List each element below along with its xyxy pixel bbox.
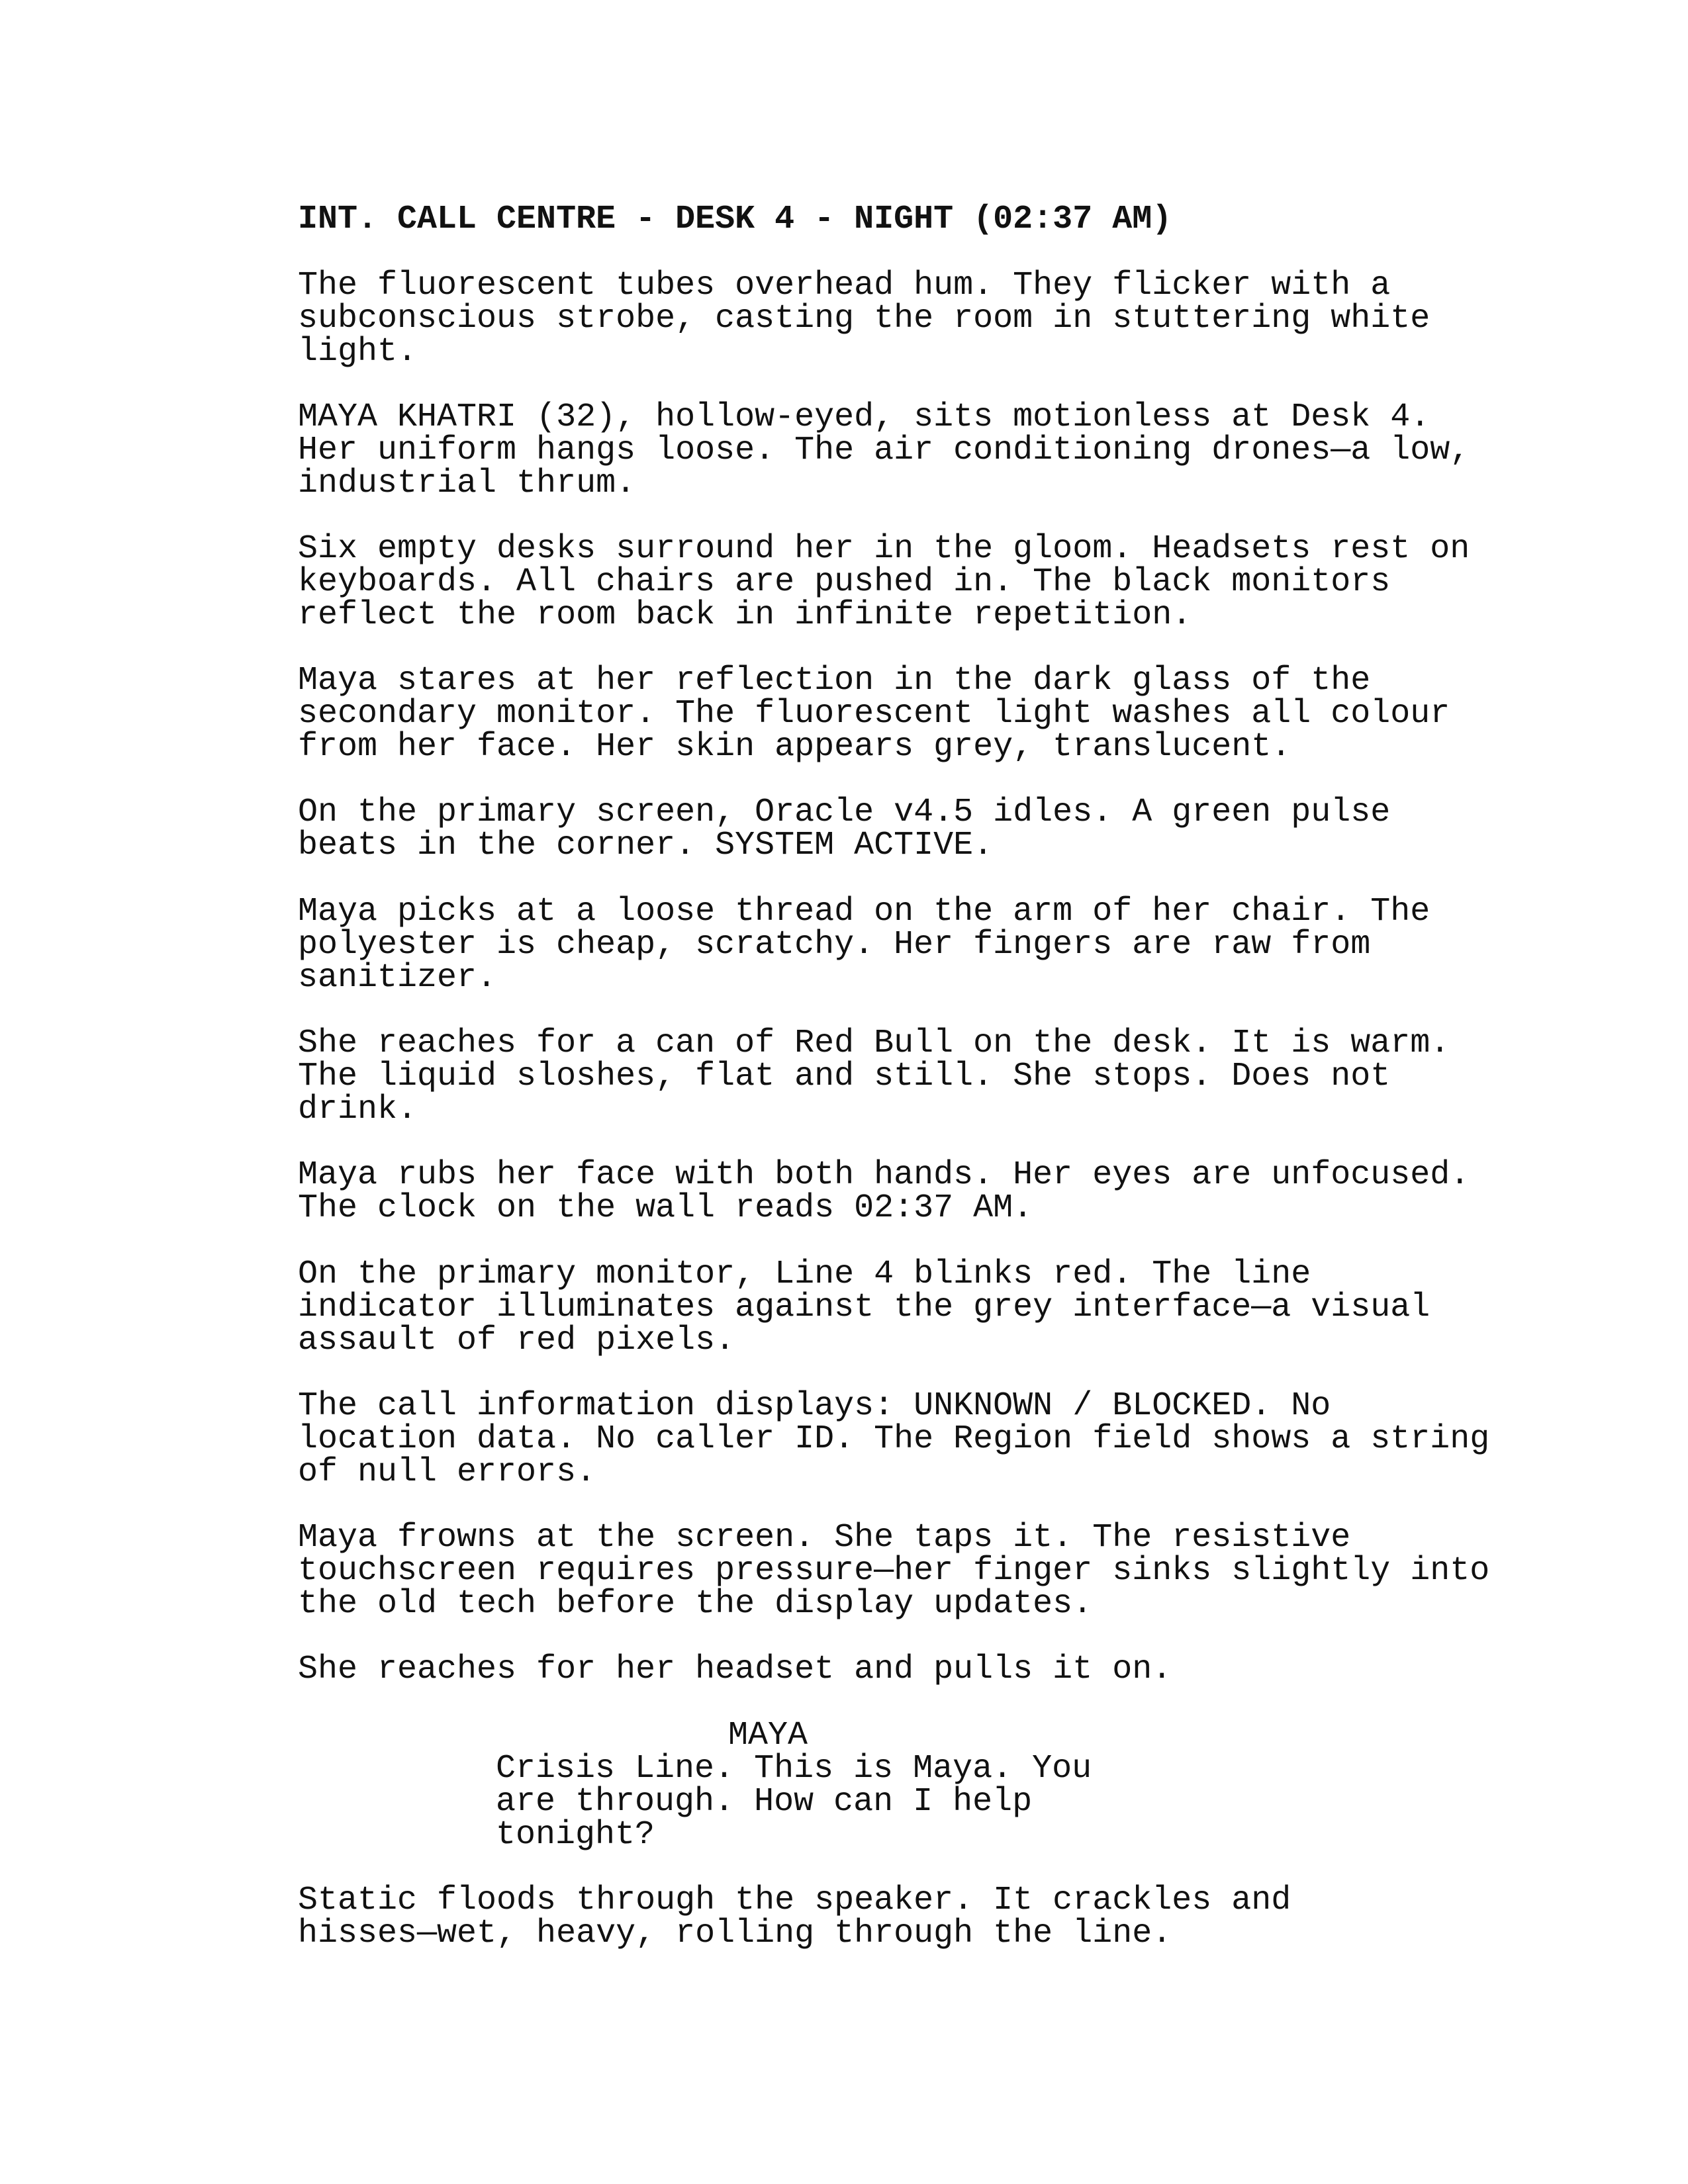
- action-paragraph: Maya rubs her face with both hands. Her eyes are unfocused. The clock on the wall reads 02:37 AM.: [298, 1156, 1470, 1227]
- scene-heading: INT. CALL CENTRE - DESK 4 - NIGHT (02:37 AM): [298, 201, 1172, 238]
- character-cue: MAYA: [728, 1717, 808, 1754]
- action-paragraph: Maya frowns at the screen. She taps it. The resistive touchscreen requires pressure—her finger sinks slightly into the old tech before the display updates.: [298, 1519, 1490, 1623]
- action-paragraph: The call information displays: UNKNOWN / BLOCKED. No location data. No caller ID. The Region field shows a string of null errors.: [298, 1387, 1490, 1491]
- action-paragraph: She reaches for a can of Red Bull on the desk. It is warm. The liquid sloshes, flat and still. She stops. Does not drink.: [298, 1024, 1450, 1128]
- action-paragraph: MAYA KHATRI (32), hollow-eyed, sits motionless at Desk 4. Her uniform hangs loose. The air conditioning drones—a low, industrial thrum.: [298, 398, 1470, 502]
- action-paragraph: The fluorescent tubes overhead hum. They flicker with a subconscious strobe, casting the room in stuttering white light.: [298, 267, 1430, 371]
- action-paragraph: She reaches for her headset and pulls it on.: [298, 1651, 1172, 1688]
- dialogue-block: Crisis Line. This is Maya. You are through. How can I help tonight?: [496, 1750, 1092, 1854]
- action-paragraph: Static floods through the speaker. It crackles and hisses—wet, heavy, rolling through the line.: [298, 1882, 1291, 1952]
- action-paragraph: Maya picks at a loose thread on the arm of her chair. The polyester is cheap, scratchy. Her fingers are raw from sanitizer.: [298, 893, 1430, 997]
- action-paragraph: Maya stares at her reflection in the dark glass of the secondary monitor. The fluorescent light washes all colour from her face. Her skin appears grey, translucent.: [298, 662, 1450, 766]
- action-paragraph: On the primary screen, Oracle v4.5 idles. A green pulse beats in the corner. SYSTEM ACTIVE.: [298, 794, 1391, 864]
- action-paragraph: On the primary monitor, Line 4 blinks red. The line indicator illuminates against the grey interface—a visual assault of red pixels.: [298, 1255, 1430, 1359]
- action-paragraph: Six empty desks surround her in the gloom. Headsets rest on keyboards. All chairs are pushed in. The black monitors reflect the room back in infinite repetition.: [298, 530, 1470, 634]
